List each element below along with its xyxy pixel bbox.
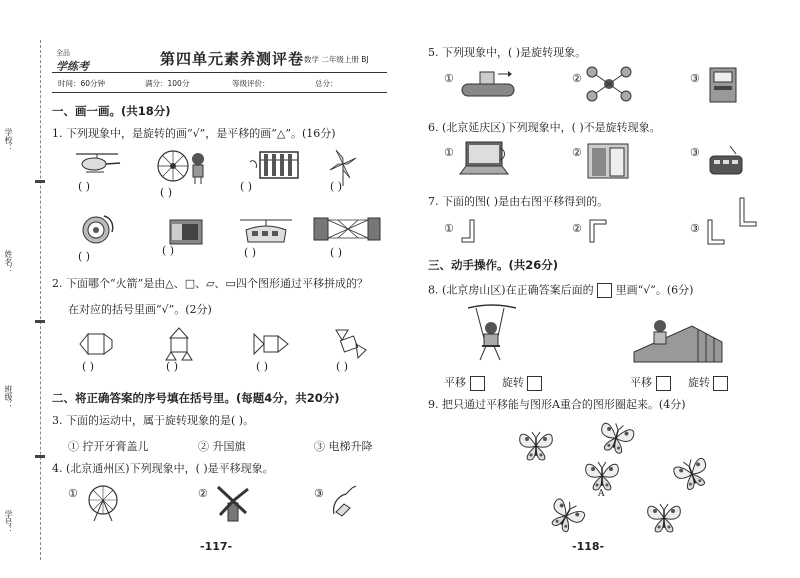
header-rule (52, 92, 387, 93)
move-checkbox-right[interactable] (656, 376, 671, 391)
binding-class-label: 班级： (4, 385, 13, 409)
answer-paren[interactable]: ( ) (336, 360, 349, 373)
hand-pulling-zipper-picture (330, 484, 358, 518)
q5-mark-1[interactable]: ① (444, 72, 454, 85)
answer-paren[interactable]: ( ) (82, 360, 95, 373)
question-3: 3. 下面的运动中，属于旋转现象的是( )。 (52, 414, 255, 427)
q7-mark-2[interactable]: ② (572, 222, 582, 235)
question-9: 9. 把只通过平移能与图形A重合的图形圈起来。(4分) (428, 398, 686, 411)
cable-car-picture (240, 216, 292, 246)
page-number-left: -117- (200, 540, 233, 553)
page-number-right: -118- (572, 540, 605, 553)
move-label: 平移 (444, 376, 466, 389)
atm-machine-picture (706, 66, 740, 104)
rocket-option-2 (164, 326, 194, 362)
butterfly-1[interactable] (516, 426, 556, 466)
rotate-checkbox-left[interactable] (527, 376, 542, 391)
question-5: 5. 下列现象中，( )是旋转现象。 (428, 46, 587, 59)
rocket-option-1 (78, 330, 114, 358)
q4-mark-3[interactable]: ③ (314, 487, 324, 500)
q6-mark-3[interactable]: ③ (690, 146, 700, 159)
answer-paren[interactable]: ( ) (240, 180, 253, 193)
answer-paren[interactable]: ( ) (166, 360, 179, 373)
laptop-picture (458, 140, 510, 180)
binding-school-label: 学校： (4, 128, 13, 152)
rotate-checkbox-right[interactable] (713, 376, 728, 391)
shape-option-1 (460, 218, 480, 246)
question-8 (428, 283, 693, 298)
butterfly-5[interactable] (546, 496, 586, 536)
brand-line2: 学练考 (56, 60, 89, 73)
conveyor-belt-picture (458, 66, 518, 100)
q5-mark-3[interactable]: ③ (690, 72, 700, 85)
question-2: 2. 下面哪个“火箭”是由△、□、▱、▭四个图形通过平移拼成的？ (52, 277, 368, 290)
question-1: 1. 下列现象中，是旋转的画“√”，是平移的画“△”。(16分) (52, 127, 336, 140)
answer-paren[interactable]: ( ) (256, 360, 269, 373)
revolving-door-picture (586, 140, 630, 180)
grade-label: 等级评价： (232, 79, 270, 88)
binding-dashed-line (40, 40, 41, 560)
shape-option-2 (588, 218, 610, 246)
spinning-ride-picture (586, 64, 632, 104)
q5-mark-2[interactable]: ② (572, 72, 582, 85)
q6-mark-2[interactable]: ② (572, 146, 582, 159)
section-2-title: 二、将正确答案的序号填在括号里。(每题4分，共20分) (52, 391, 340, 405)
question-6: 6. (北京延庆区)下列现象中，( )不是旋转现象。 (428, 121, 661, 134)
slide-boy-picture (632, 312, 724, 364)
q7-mark-1[interactable]: ① (444, 222, 454, 235)
q3-option-3[interactable]: ③ 电梯升降 (314, 440, 373, 453)
total-label: 总分： (315, 79, 338, 88)
helicopter-picture (72, 150, 122, 178)
swing-girl-picture (464, 306, 520, 364)
windmill-picture (214, 483, 250, 523)
binding-margin (0, 40, 36, 560)
q3-option-1[interactable]: ① 拧开牙膏盖儿 (68, 440, 149, 453)
brand-line1: 全品 (56, 49, 70, 57)
header-rule (52, 72, 387, 73)
butterfly-6[interactable] (644, 498, 684, 538)
book-meta: 数学 二年级上册 BJ (304, 55, 369, 64)
butterfly-4[interactable] (672, 454, 712, 494)
answer-paren[interactable]: ( ) (330, 246, 343, 259)
q6-mark-1[interactable]: ① (444, 146, 454, 159)
binding-mark (35, 180, 45, 183)
binding-name-label: 姓名： (4, 250, 13, 274)
ferris-wheel-picture (84, 483, 122, 523)
q3-option-2[interactable]: ② 升国旗 (198, 440, 246, 453)
binding-id-label: 学号： (4, 510, 13, 534)
move-label: 平移 (630, 376, 652, 389)
abacus-picture (250, 150, 300, 180)
question-2-line2: 在对应的括号里画“√”。(2分) (68, 303, 212, 316)
right-page (400, 0, 800, 578)
butterfly-2[interactable] (596, 418, 636, 458)
sliding-window-picture (168, 218, 204, 246)
hand-turning-dial-picture (78, 212, 116, 248)
question-8-text: 8. (北京房山区)在正确答案后面的 (428, 283, 594, 297)
label-a: A (598, 489, 605, 499)
binding-mark (35, 455, 45, 458)
q7-mark-3[interactable]: ③ (690, 222, 700, 235)
rotate-label: 旋转 (501, 376, 524, 389)
brand-logo (56, 48, 89, 74)
q4-mark-2[interactable]: ② (198, 487, 208, 500)
question-8-text-2: 里画“√”。(6分) (615, 283, 694, 297)
answer-paren[interactable]: ( ) (244, 246, 257, 259)
section-1-title: 一、画一画。(共18分) (52, 104, 171, 118)
q8-left-answers (444, 374, 542, 391)
question-7: 7. 下面的图( )是由右图平移得到的。 (428, 195, 609, 208)
full-score-label: 满分：100分 (145, 79, 190, 88)
binding-mark (35, 320, 45, 323)
move-checkbox-left[interactable] (470, 376, 485, 391)
counting-machine-picture (706, 144, 746, 178)
time-label: 时间：60分钟 (58, 79, 106, 88)
answer-paren[interactable]: ( ) (330, 180, 343, 193)
q4-mark-1[interactable]: ① (68, 487, 78, 500)
answer-paren[interactable]: ( ) (78, 180, 91, 193)
answer-paren[interactable]: ( ) (160, 186, 173, 199)
page-title: 第四单元素养测评卷 (160, 50, 305, 68)
question-4: 4. (北京通州区)下列现象中，( )是平移现象。 (52, 462, 274, 475)
rocket-option-4 (332, 326, 368, 360)
section-3-title: 三、动手操作。(共26分) (428, 258, 559, 272)
ferris-wheel-girl-picture (156, 148, 208, 186)
checkbox-sample (597, 283, 612, 298)
retractable-gate-picture (312, 214, 384, 242)
reference-shape (738, 196, 760, 230)
answer-paren[interactable]: ( ) (78, 250, 91, 263)
rotate-label: 旋转 (687, 376, 710, 389)
q8-right-answers (630, 374, 728, 391)
shape-option-3 (706, 218, 728, 248)
answer-paren[interactable]: ( ) (162, 244, 175, 257)
rocket-option-3 (252, 330, 290, 358)
